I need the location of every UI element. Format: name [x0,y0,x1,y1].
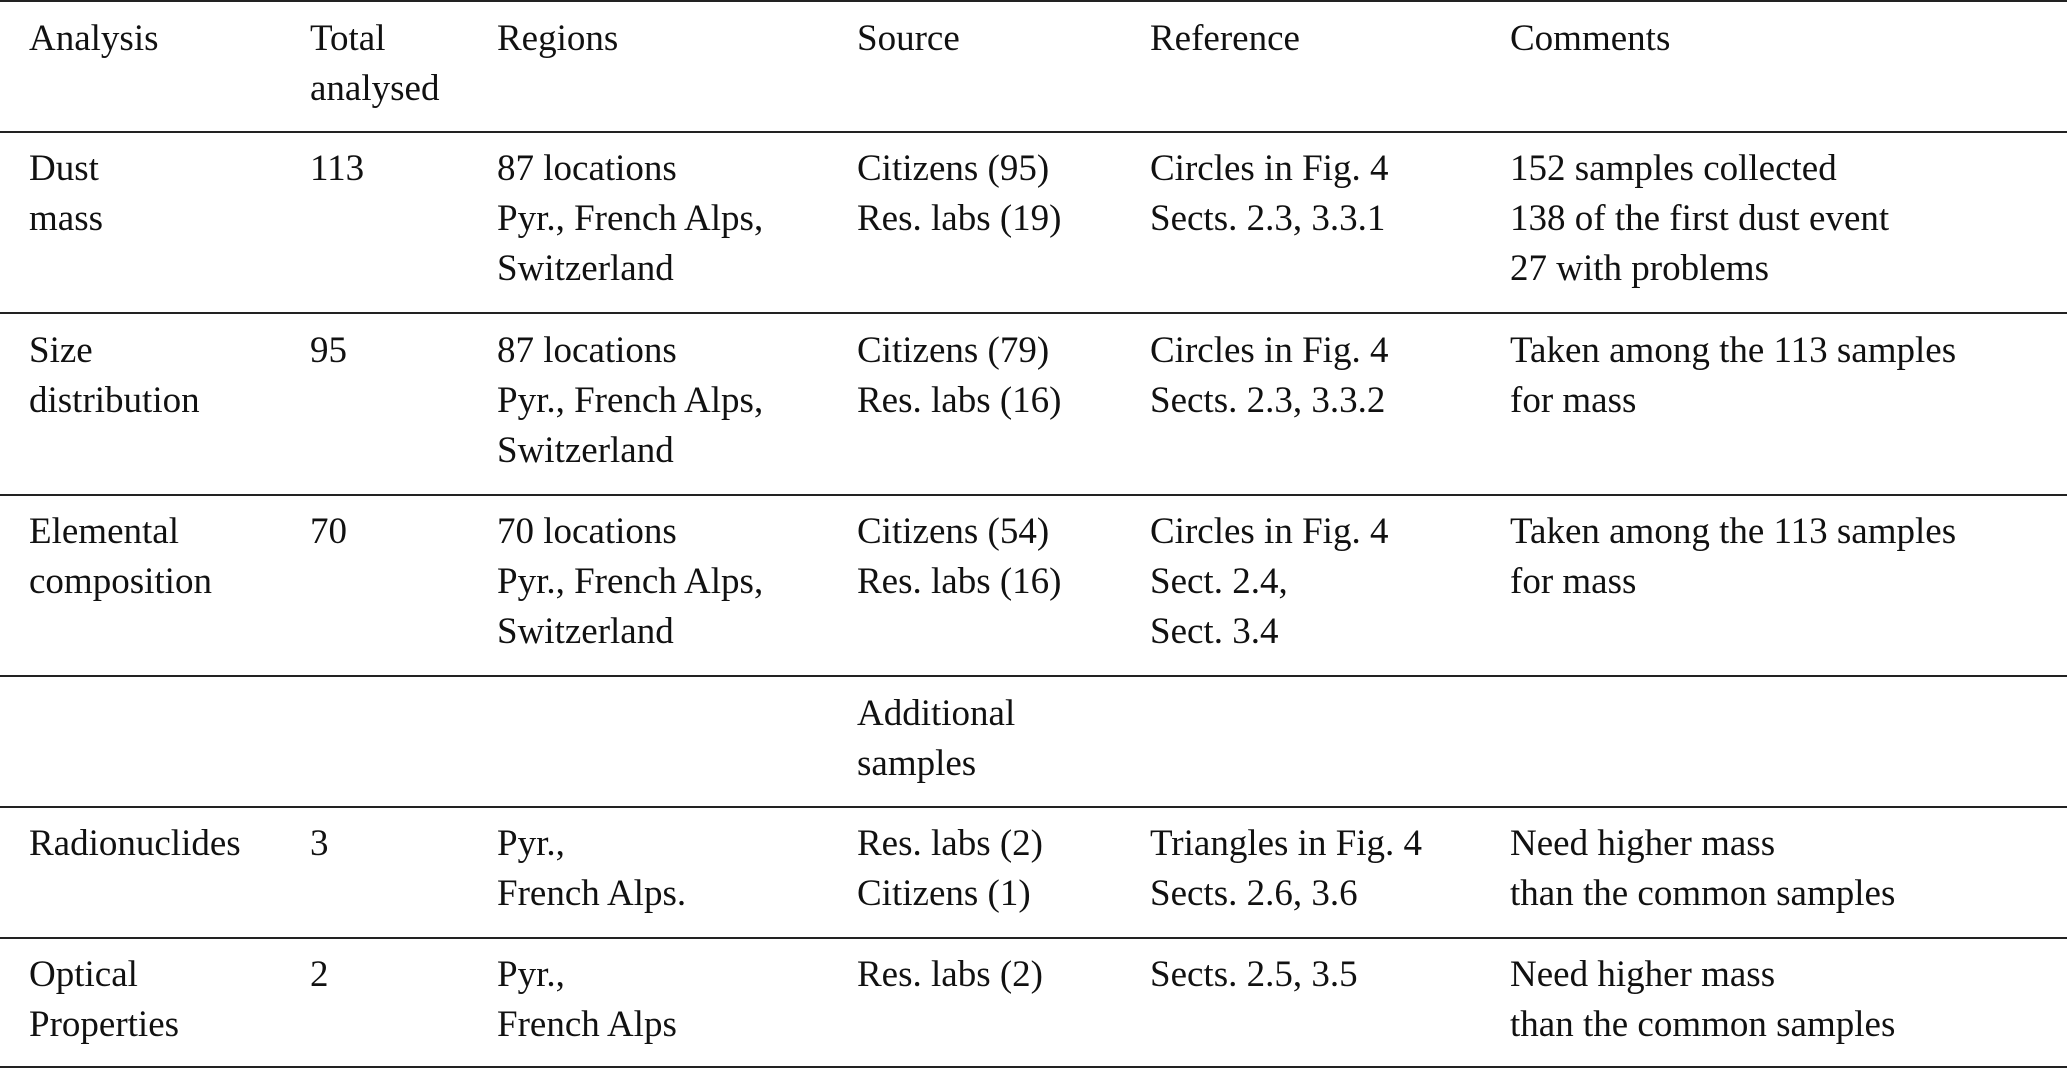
cell-total: 2 [310,954,329,995]
cell-analysis: Elemental composition [29,511,212,602]
cell-total: 113 [310,148,365,189]
row-rule [0,937,2067,939]
cell-total: 3 [310,823,329,864]
header-regions: Regions [497,18,619,59]
cell-reference: Circles in Fig. 4 Sects. 2.3, 3.3.2 [1150,330,1389,421]
cell-reference: Circles in Fig. 4 Sect. 2.4, Sect. 3.4 [1150,511,1389,652]
cell-analysis: Optical Properties [29,954,180,1045]
section-label: Additional samples [857,693,1016,784]
row-rule [0,312,2067,314]
cell-total: 95 [310,330,347,371]
cell-analysis: Dust mass [29,148,103,239]
cell-regions: 87 locations Pyr., French Alps, Switzerland [497,330,764,471]
row-rule [0,806,2067,808]
cell-regions: 70 locations Pyr., French Alps, Switzerland [497,511,764,652]
table-bottom-rule [0,1066,2067,1068]
header-total-analysed: Total analysed [310,18,440,109]
cell-source: Res. labs (2) [857,954,1043,995]
table-top-rule [0,0,2067,2]
header-analysis: Analysis [29,18,159,59]
cell-regions: 87 locations Pyr., French Alps, Switzerland [497,148,764,289]
cell-comments: Taken among the 113 samples for mass [1510,511,1957,602]
cell-comments: 152 samples collected 138 of the first dust event 27 with problems [1510,148,1890,289]
cell-comments: Need higher mass than the common samples [1510,823,1896,914]
cell-regions: Pyr., French Alps. [497,823,687,914]
cell-regions: Pyr., French Alps [497,954,677,1045]
header-reference: Reference [1150,18,1300,59]
row-rule [0,494,2067,496]
cell-reference: Triangles in Fig. 4 Sects. 2.6, 3.6 [1150,823,1423,914]
row-rule [0,675,2067,677]
cell-source: Citizens (95) Res. labs (19) [857,148,1062,239]
cell-comments: Need higher mass than the common samples [1510,954,1896,1045]
header-rule [0,131,2067,133]
header-source: Source [857,18,960,59]
header-comments: Comments [1510,18,1671,59]
cell-reference: Sects. 2.5, 3.5 [1150,954,1358,995]
cell-source: Citizens (79) Res. labs (16) [857,330,1062,421]
cell-total: 70 [310,511,347,552]
cell-reference: Circles in Fig. 4 Sects. 2.3, 3.3.1 [1150,148,1389,239]
cell-source: Citizens (54) Res. labs (16) [857,511,1062,602]
cell-analysis: Size distribution [29,330,200,421]
cell-comments: Taken among the 113 samples for mass [1510,330,1957,421]
cell-analysis: Radionuclides [29,823,241,864]
cell-source: Res. labs (2) Citizens (1) [857,823,1043,914]
